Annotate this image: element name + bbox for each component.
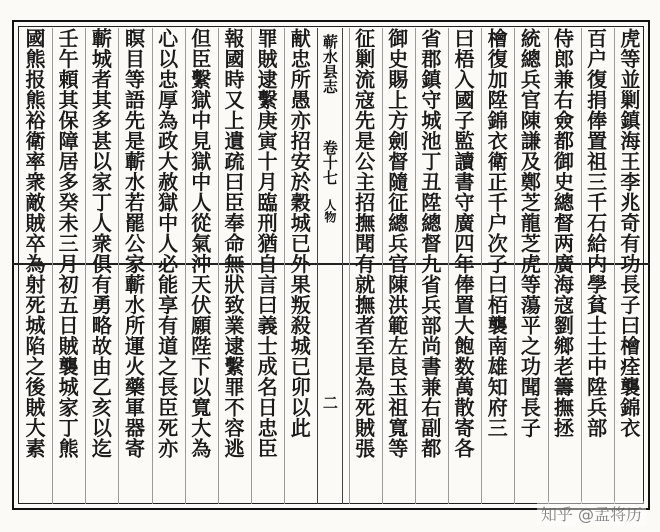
text-column: 統總兵官陳謙及鄭芝龍芝虎等蕩平之功聞長子 bbox=[514, 28, 542, 504]
text-column: 虎等並剿鎮海王李兆奇有功長子曰檜痊襲錦衣 bbox=[614, 28, 642, 504]
center-fold-column bbox=[317, 28, 343, 504]
text-column: 蘄城者其多甚以家丁人衆俱有勇略故由乙亥以迄 bbox=[85, 28, 113, 504]
watermark: 知乎 @孟将历 bbox=[537, 501, 646, 526]
text-column: 報國時又上遺疏曰臣奉命無狀致業逮繫罪不容逃 bbox=[218, 28, 246, 504]
text-column: 罪賊逮繫庚寅十月臨刑猶自言曰義士成名日忠臣 bbox=[251, 28, 279, 504]
text-column: 瞑目等語先是蘄水若罷公家蘄水所運火藥軍器寄 bbox=[118, 28, 146, 504]
text-column: 百户復捐俸置祖三千石給内學貧士士中陞兵部 bbox=[581, 28, 609, 504]
text-column: 省郡鎮守城池丁丑陞總督九省兵部尚書兼右副都 bbox=[415, 28, 443, 504]
text-column: 心以忠厚為政大赦獄中人必能享有道之長臣死亦 bbox=[152, 28, 180, 504]
text-column: 献忠所愚亦招安於穀城已外果叛殺城已卯以此 bbox=[284, 28, 312, 504]
text-column: 國熊报熊裕衛率衆敵賊卒為射死城陷之後賊大素 bbox=[22, 28, 46, 459]
volume-label: 卷十七 bbox=[320, 140, 339, 185]
page-number: 二 bbox=[320, 395, 339, 410]
text-column: 但臣繫獄中見獄中人從氣沖天伏願陛下以寬大為 bbox=[185, 28, 213, 504]
text-column: 御史賜上方劍督隨征總兵官陳洪範左良玉祖寬等 bbox=[382, 28, 410, 504]
text-column: 侍郎兼右僉都御史總督两廣海寇劉鄉老籌撫拯 bbox=[548, 28, 576, 504]
text-columns bbox=[20, 28, 642, 504]
text-column: 曰梧入國子監讀書守廣四年俸置大飽数萬散寄各 bbox=[448, 28, 476, 504]
text-column: 征剿流寇先是公主招撫聞有就撫者至是為死賊張 bbox=[349, 28, 377, 504]
text-column: 檜復加陞錦衣衛正千户次子曰栢襲南雄知府三 bbox=[481, 28, 509, 504]
text-column: 壬午頼其保障居多癸未三月初五日賊襲城家丁熊 bbox=[52, 28, 80, 504]
section-label: 人物 bbox=[322, 199, 337, 223]
book-title: 蕲水县志 bbox=[320, 34, 339, 94]
